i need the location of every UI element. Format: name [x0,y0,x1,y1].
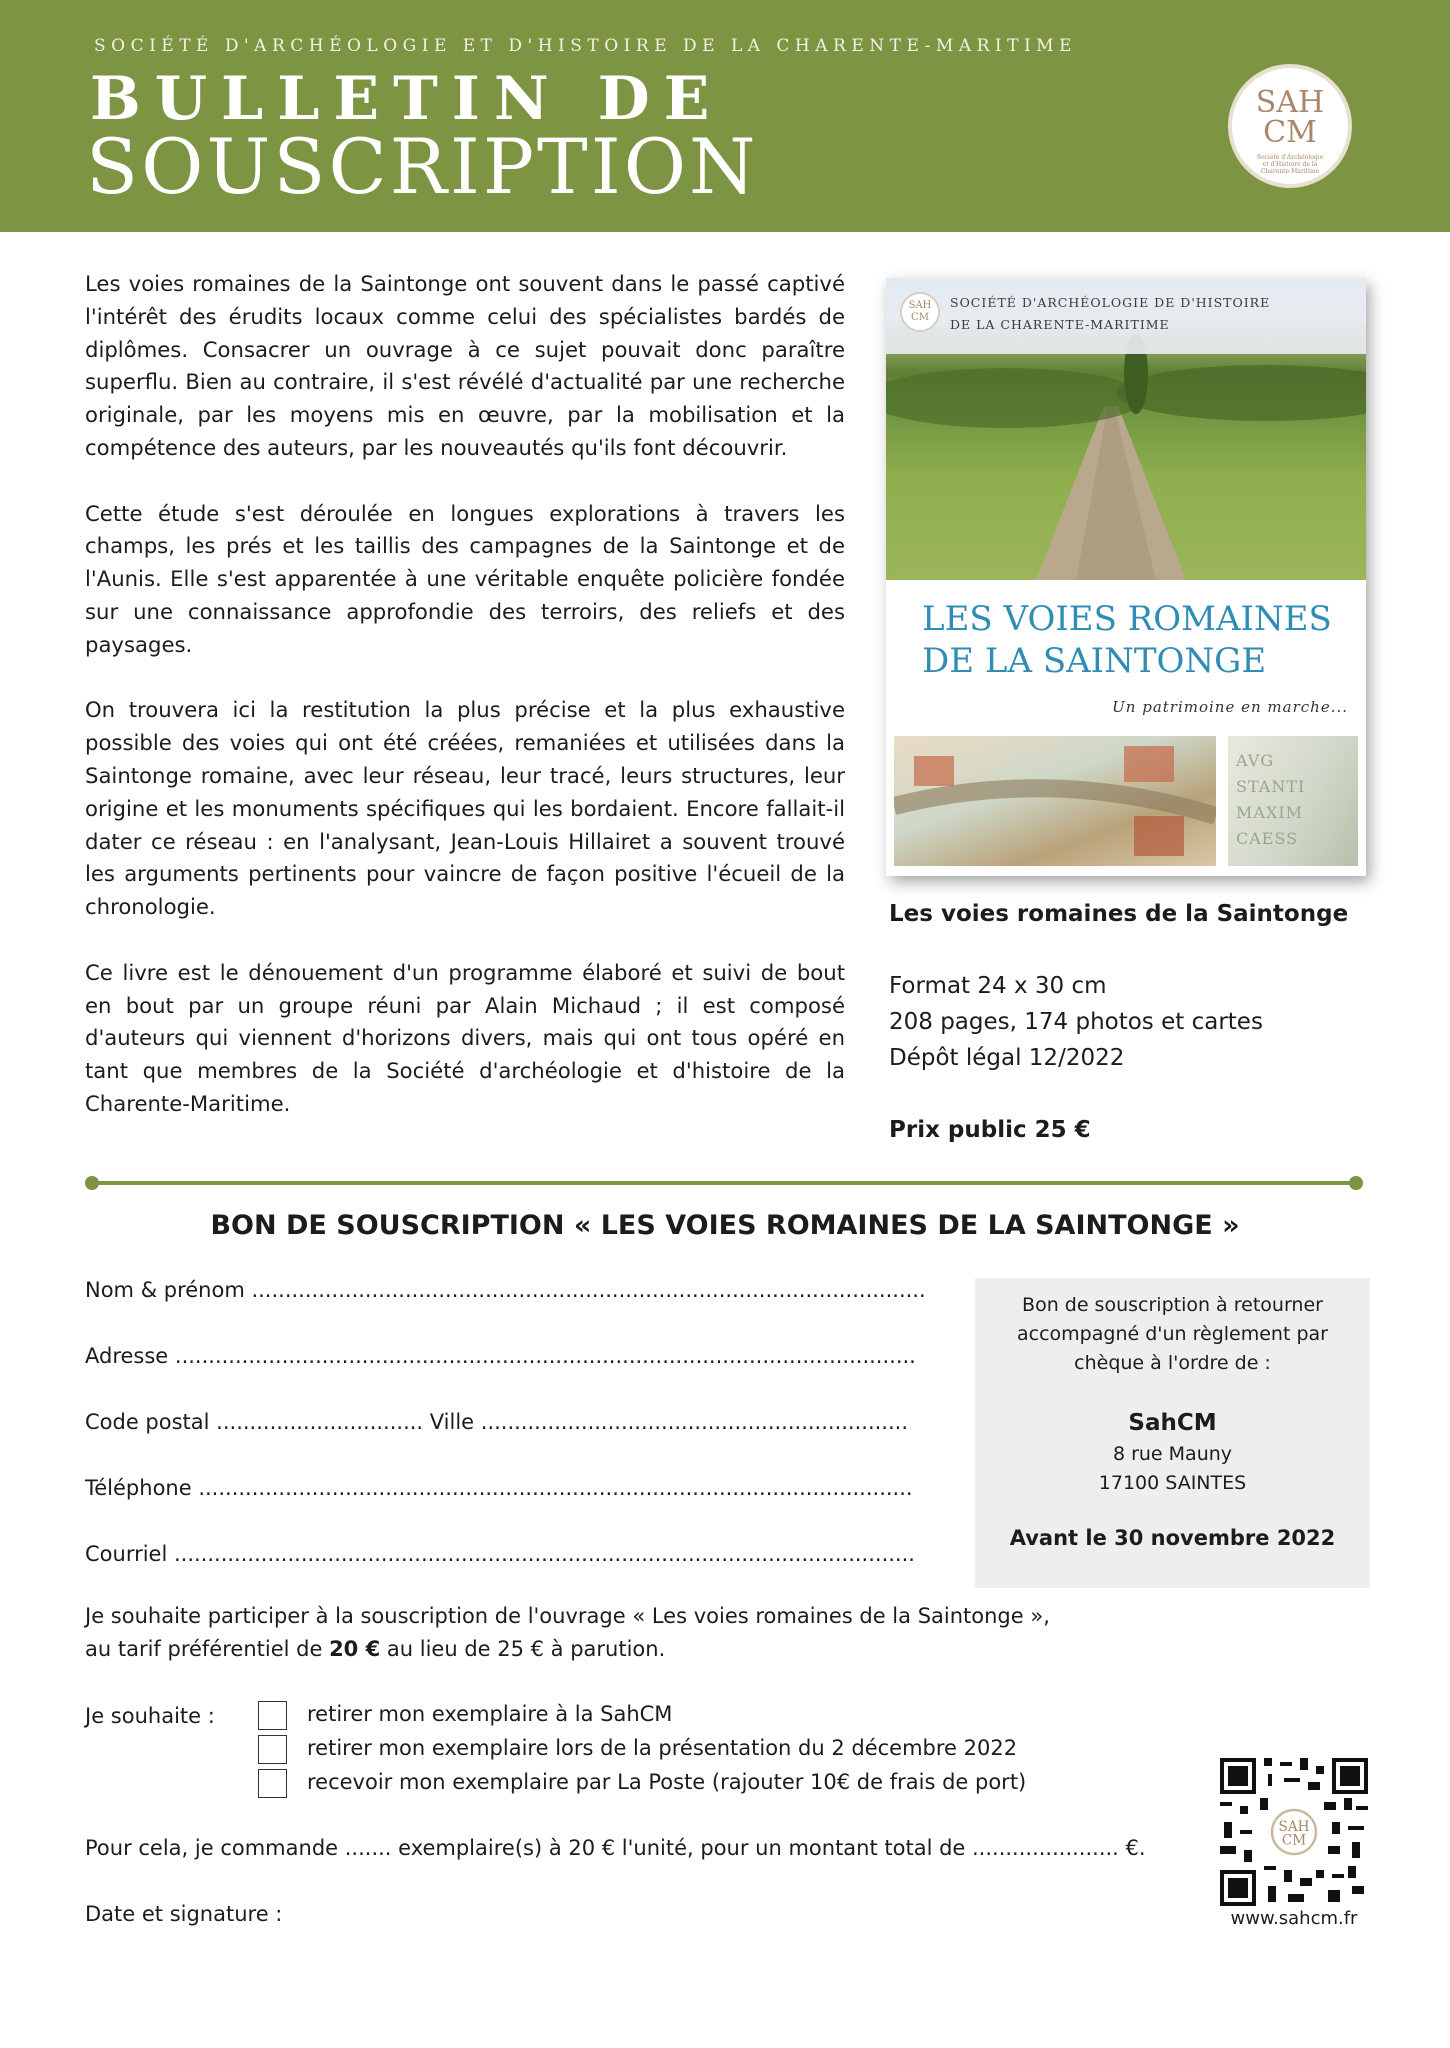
cover-organization [950,292,1270,336]
cover-title [922,598,1332,682]
bridge-sketch [894,736,1216,866]
phone-field[interactable]: Téléphone ........................................................................................................... [85,1476,913,1500]
book-cover [886,278,1366,876]
deadline: Avant le 30 novembre 2022 [1009,1526,1336,1550]
book-format: Format 24 x 30 cm [889,973,1107,999]
cover-tagline: Un patrimoine en marche... [1112,698,1348,716]
qr-code-icon[interactable] [1220,1758,1368,1906]
checkbox[interactable] [258,1701,287,1730]
book-name: Les voies romaines de la Saintonge [889,901,1349,927]
book-legal-deposit: Dépôt légal 12/2022 [889,1045,1125,1071]
section-divider [92,1181,1356,1185]
intro-text [85,268,845,1154]
logo-subtext: Société d'Archéologie et d'Histoire de la Charente-Maritime [1256,154,1324,175]
header-band [0,0,1450,232]
choice-pickup-presentation[interactable] [258,1734,1017,1764]
cover-logo: SAH CM [900,292,940,332]
return-instructions-box [975,1278,1370,1588]
book-info [889,896,1348,1148]
organization-name: SOCIÉTÉ D'ARCHÉOLOGIE ET D'HISTOIRE DE LA CHARENTE-MARITIME [94,36,1077,56]
cover-inscription-stone: AVG STANTI MAXIM CAESS [1228,736,1358,866]
intro-paragraph: On trouvera ici la restitution la plus précise et la plus exhaustive possible des voies qui ont été créées, remaniées et utilisées dans la Saintonge romaine, avec leur réseau, leur tracé, leurs structures, leur origine et les monuments spécifiques qui les bordaient. Encore fallait-il dater ce réseau : en l'analysant, Jean-Louis Hillairet a souvent trouvé les arguments pertinents pour vaincre de façon positive l'écueil de la chronologie. [85,697,845,920]
payee-name: SahCM [1128,1410,1217,1436]
form-title: BON DE SOUSCRIPTION « LES VOIES ROMAINES DE LA SAINTONGE » [210,1210,1240,1241]
participation-text [85,1600,1050,1666]
divider-dot-right [1349,1176,1363,1190]
participation-line1: Je souhaite participer à la souscription de l'ouvrage « Les voies romaines de la Saintonge », [85,1604,1050,1628]
participation-line2 [85,1633,1050,1666]
participation-line2-post: au lieu de 25 € à parution. [380,1637,666,1661]
choice-postal-delivery[interactable] [258,1768,1026,1798]
payee-street: 8 rue Mauny [1112,1443,1233,1465]
participation-line2-pre: au tarif préférentiel de [85,1637,330,1661]
svg-text:SAH: SAH [1278,1818,1310,1835]
cover-illustration-bridge [894,736,1216,866]
book-pages: 208 pages, 174 photos et cartes [889,1009,1263,1035]
svg-text:CM: CM [1281,1832,1307,1849]
book-price: Prix public 25 € [889,1117,1091,1143]
email-field[interactable]: Courriel ............................................................................................................... [85,1542,915,1566]
order-line[interactable]: Pour cela, je commande ....... exemplaire(s) à 20 € l'unité, pour un montant total de ...................... €. [85,1836,1146,1860]
preferential-price: 20 € [329,1637,381,1661]
page-title-line2: SOUSCRIPTION [86,122,759,211]
divider-dot-left [85,1176,99,1190]
return-line1: Bon de souscription à retourner [1022,1294,1323,1316]
logo-lettering: SAH CM [1255,85,1325,150]
page-title-line1: BULLETIN DE [90,64,724,134]
cover-header-band [886,278,1366,354]
cover-org-line2: DE LA CHARENTE-MARITIME [950,317,1170,332]
name-field[interactable]: Nom & prénom ..................................................................................................... [85,1278,926,1302]
checkbox[interactable] [258,1769,287,1798]
wish-label: Je souhaite : [85,1704,215,1728]
payee-city: 17100 SAINTES [1098,1472,1247,1494]
checkbox[interactable] [258,1735,287,1764]
choice-label: retirer mon exemplaire lors de la présentation du 2 décembre 2022 [307,1736,1018,1760]
choice-pickup-sahcm[interactable] [258,1700,672,1730]
cover-title-line2: DE LA SAINTONGE [922,641,1267,681]
address-field[interactable]: Adresse ............................................................................................................... [85,1344,916,1368]
cover-title-line1: LES VOIES ROMAINES [922,599,1332,639]
intro-paragraph: Ce livre est le dénouement d'un programme élaboré et suivi de bout en bout par un groupe réuni par Alain Michaud ; il est composé d'auteurs qui viennent d'horizons divers, mais qui ont tous opéré en tant que membres de la Société d'archéologie et d'histoire de la Charente-Maritime. [85,959,845,1116]
intro-paragraph: Les voies romaines de la Saintonge ont souvent dans le passé captivé l'intérêt des érudits locaux comme celui des spécialistes bardés de diplômes. Consacrer un ouvrage à ce sujet pouvait donc paraître superflu. Bien au contraire, il s'est révélé d'actualité par une recherche originale, par les moyens mis en œuvre, par la mobilisation et la compétence des auteurs, par les nouveautés qu'ils font découvrir. [85,271,845,460]
website-url[interactable]: www.sahcm.fr [1230,1908,1358,1929]
sahcm-logo [1228,64,1352,188]
intro-paragraph: Cette étude s'est déroulée en longues explorations à travers les champs, les prés et les taillis des campagnes de la Saintonge et de l'Aunis. Elle s'est apparentée à une véritable enquête policière fondée sur une connaissance approfondie des terroirs, des reliefs et des paysages. [85,500,845,657]
choice-label: retirer mon exemplaire à la SahCM [307,1702,673,1726]
cover-org-line1: SOCIÉTÉ D'ARCHÉOLOGIE DE D'HISTOIRE [950,295,1271,310]
return-line2: accompagné d'un règlement par [1017,1323,1328,1345]
return-line3: chèque à l'ordre de : [1074,1352,1271,1374]
postal-code-city-field[interactable]: Code postal ............................... Ville ................................................................ [85,1410,908,1434]
choice-label: recevoir mon exemplaire par La Poste (rajouter 10€ de frais de port) [307,1770,1027,1794]
date-signature-field[interactable]: Date et signature : [85,1902,283,1926]
